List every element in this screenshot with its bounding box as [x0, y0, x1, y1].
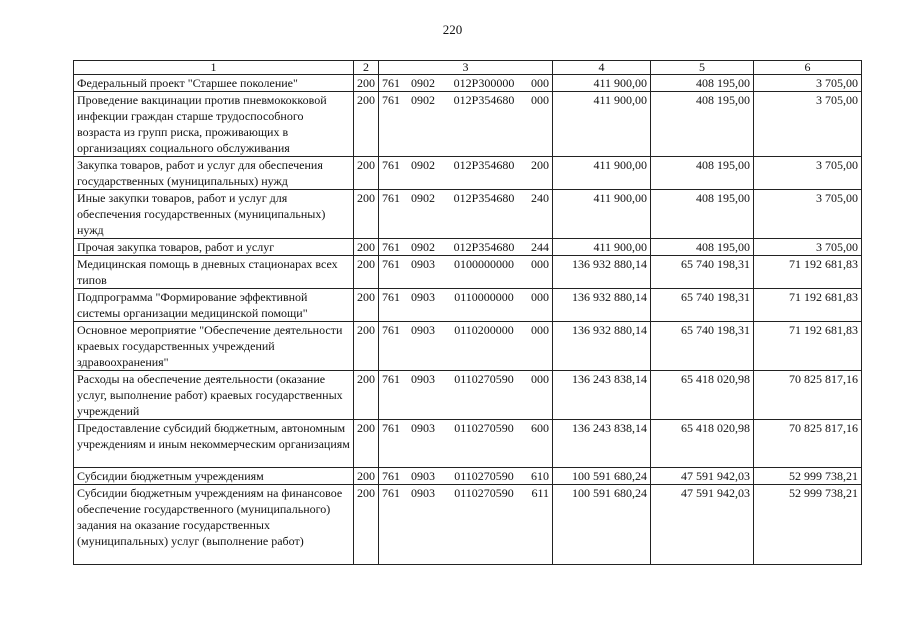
code-department: 761 [382, 191, 400, 205]
code-expense-type: 611 [531, 486, 549, 500]
header-cell-3: 3 [379, 61, 553, 75]
row-value-4: 411 900,00 [553, 157, 651, 190]
row-value-5: 65 740 198,31 [651, 256, 754, 289]
row-admin-code: 200 [354, 256, 379, 289]
code-expense-type: 000 [531, 257, 549, 271]
code-target-article: 012P354680 [453, 93, 515, 107]
code-target-article: 0110270590 [454, 421, 514, 435]
row-admin-code: 200 [354, 485, 379, 565]
table-row [74, 289, 862, 322]
header-cell-4: 4 [553, 61, 651, 75]
code-target-article: 012P354680 [453, 191, 515, 205]
row-admin-code: 200 [354, 92, 379, 157]
code-section: 0902 [411, 76, 435, 90]
table-row [74, 485, 862, 565]
row-value-5: 408 195,00 [651, 92, 754, 157]
code-section: 0902 [411, 191, 435, 205]
row-value-6: 70 825 817,16 [754, 371, 862, 420]
header-cell-1: 1 [74, 61, 354, 75]
code-department: 761 [382, 158, 400, 172]
row-budget-code [379, 157, 553, 190]
row-name: Иные закупки товаров, работ и услуг для обеспечения государственных (муниципальных) нужд [74, 190, 354, 239]
row-budget-code [379, 289, 553, 322]
table-row [74, 468, 862, 485]
row-budget-code [379, 256, 553, 289]
page-number: 220 [442, 22, 463, 37]
row-name: Проведение вакцинации против пневмококковой инфекции граждан старше трудоспособного возраста из групп риска, проживающих в организациях социального обслуживания [74, 92, 354, 157]
code-department: 761 [382, 93, 400, 107]
row-name: Прочая закупка товаров, работ и услуг [74, 239, 354, 256]
table-row [74, 256, 862, 289]
row-value-4: 100 591 680,24 [553, 485, 651, 565]
row-admin-code: 200 [354, 289, 379, 322]
row-budget-code [379, 92, 553, 157]
code-department: 761 [382, 290, 400, 304]
row-admin-code: 200 [354, 468, 379, 485]
row-name: Основное мероприятие "Обеспечение деятельности краевых государственных учреждений здравоохранения" [74, 322, 354, 371]
table-row [74, 371, 862, 420]
row-admin-code: 200 [354, 75, 379, 92]
code-target-article: 0110270590 [454, 372, 514, 386]
row-value-4: 411 900,00 [553, 239, 651, 256]
row-value-5: 47 591 942,03 [651, 468, 754, 485]
row-name: Закупка товаров, работ и услуг для обеспечения государственных (муниципальных) нужд [74, 157, 354, 190]
row-value-4: 411 900,00 [553, 92, 651, 157]
code-target-article: 0110270590 [454, 486, 514, 500]
row-value-5: 408 195,00 [651, 75, 754, 92]
code-expense-type: 000 [531, 76, 549, 90]
row-value-4: 136 243 838,14 [553, 420, 651, 468]
row-name: Субсидии бюджетным учреждениям [74, 468, 354, 485]
row-value-4: 136 932 880,14 [553, 322, 651, 371]
code-section: 0902 [411, 158, 435, 172]
row-name: Предоставление субсидий бюджетным, автономным учреждениям и иным некоммерческим организациям [74, 420, 354, 468]
code-expense-type: 000 [531, 290, 549, 304]
code-expense-type: 000 [531, 372, 549, 386]
row-admin-code: 200 [354, 371, 379, 420]
code-department: 761 [382, 240, 400, 254]
row-name: Подпрограмма "Формирование эффективной системы организации медицинской помощи" [74, 289, 354, 322]
table-row [74, 322, 862, 371]
row-name: Федеральный проект "Старшее поколение" [74, 75, 354, 92]
header-cell-5: 5 [651, 61, 754, 75]
row-value-6: 3 705,00 [754, 157, 862, 190]
code-expense-type: 000 [531, 323, 549, 337]
row-budget-code [379, 75, 553, 92]
row-admin-code: 200 [354, 420, 379, 468]
code-target-article: 0110270590 [454, 469, 514, 483]
code-section: 0903 [411, 486, 435, 500]
code-department: 761 [382, 421, 400, 435]
row-value-4: 136 932 880,14 [553, 289, 651, 322]
row-budget-code [379, 468, 553, 485]
code-department: 761 [382, 372, 400, 386]
row-value-5: 65 418 020,98 [651, 420, 754, 468]
row-value-5: 408 195,00 [651, 157, 754, 190]
column-number-row [74, 61, 862, 75]
code-department: 761 [382, 469, 400, 483]
code-target-article: 0110000000 [454, 290, 514, 304]
code-expense-type: 200 [531, 158, 549, 172]
row-value-4: 100 591 680,24 [553, 468, 651, 485]
row-budget-code [379, 371, 553, 420]
code-department: 761 [382, 323, 400, 337]
row-budget-code [379, 190, 553, 239]
code-expense-type: 244 [531, 240, 549, 254]
row-value-4: 136 243 838,14 [553, 371, 651, 420]
row-admin-code: 200 [354, 190, 379, 239]
code-department: 761 [382, 76, 400, 90]
code-department: 761 [382, 257, 400, 271]
budget-table [73, 60, 862, 565]
row-value-5: 408 195,00 [651, 239, 754, 256]
code-target-article: 0110200000 [454, 323, 514, 337]
row-value-6: 3 705,00 [754, 190, 862, 239]
row-value-5: 65 740 198,31 [651, 289, 754, 322]
table-row [74, 157, 862, 190]
row-name: Медицинская помощь в дневных стационарах всех типов [74, 256, 354, 289]
row-value-6: 70 825 817,16 [754, 420, 862, 468]
row-value-5: 408 195,00 [651, 190, 754, 239]
row-name: Расходы на обеспечение деятельности (оказание услуг, выполнение работ) краевых государственных учреждений [74, 371, 354, 420]
code-section: 0902 [411, 240, 435, 254]
code-expense-type: 240 [531, 191, 549, 205]
row-value-6: 71 192 681,83 [754, 289, 862, 322]
row-value-5: 65 740 198,31 [651, 322, 754, 371]
row-budget-code [379, 420, 553, 468]
row-value-6: 71 192 681,83 [754, 256, 862, 289]
row-value-6: 71 192 681,83 [754, 322, 862, 371]
row-value-5: 47 591 942,03 [651, 485, 754, 565]
code-section: 0903 [411, 257, 435, 271]
row-value-6: 3 705,00 [754, 239, 862, 256]
code-expense-type: 000 [531, 93, 549, 107]
row-value-6: 52 999 738,21 [754, 468, 862, 485]
code-section: 0903 [411, 323, 435, 337]
table-row [74, 239, 862, 256]
code-section: 0902 [411, 93, 435, 107]
row-value-6: 52 999 738,21 [754, 485, 862, 565]
code-expense-type: 610 [531, 469, 549, 483]
code-section: 0903 [411, 290, 435, 304]
row-value-6: 3 705,00 [754, 92, 862, 157]
code-target-article: 012P354680 [453, 240, 515, 254]
table-row [74, 75, 862, 92]
row-budget-code [379, 239, 553, 256]
code-target-article: 012P354680 [453, 158, 515, 172]
row-admin-code: 200 [354, 157, 379, 190]
code-section: 0903 [411, 421, 435, 435]
code-section: 0903 [411, 372, 435, 386]
row-value-4: 136 932 880,14 [553, 256, 651, 289]
row-admin-code: 200 [354, 239, 379, 256]
row-value-6: 3 705,00 [754, 75, 862, 92]
row-budget-code [379, 322, 553, 371]
row-value-5: 65 418 020,98 [651, 371, 754, 420]
row-value-4: 411 900,00 [553, 75, 651, 92]
row-name: Субсидии бюджетным учреждениям на финансовое обеспечение государственного (муниципального) задания на оказание государственных (муниципальных) услуг (выполнение работ) [74, 485, 354, 565]
header-cell-6: 6 [754, 61, 862, 75]
table-row [74, 420, 862, 468]
row-budget-code [379, 485, 553, 565]
code-target-article: 012P300000 [453, 76, 515, 90]
row-admin-code: 200 [354, 322, 379, 371]
code-department: 761 [382, 486, 400, 500]
header-cell-2: 2 [354, 61, 379, 75]
code-expense-type: 600 [531, 421, 549, 435]
code-target-article: 0100000000 [454, 257, 514, 271]
row-value-4: 411 900,00 [553, 190, 651, 239]
table-row [74, 92, 862, 157]
table-row [74, 190, 862, 239]
code-section: 0903 [411, 469, 435, 483]
